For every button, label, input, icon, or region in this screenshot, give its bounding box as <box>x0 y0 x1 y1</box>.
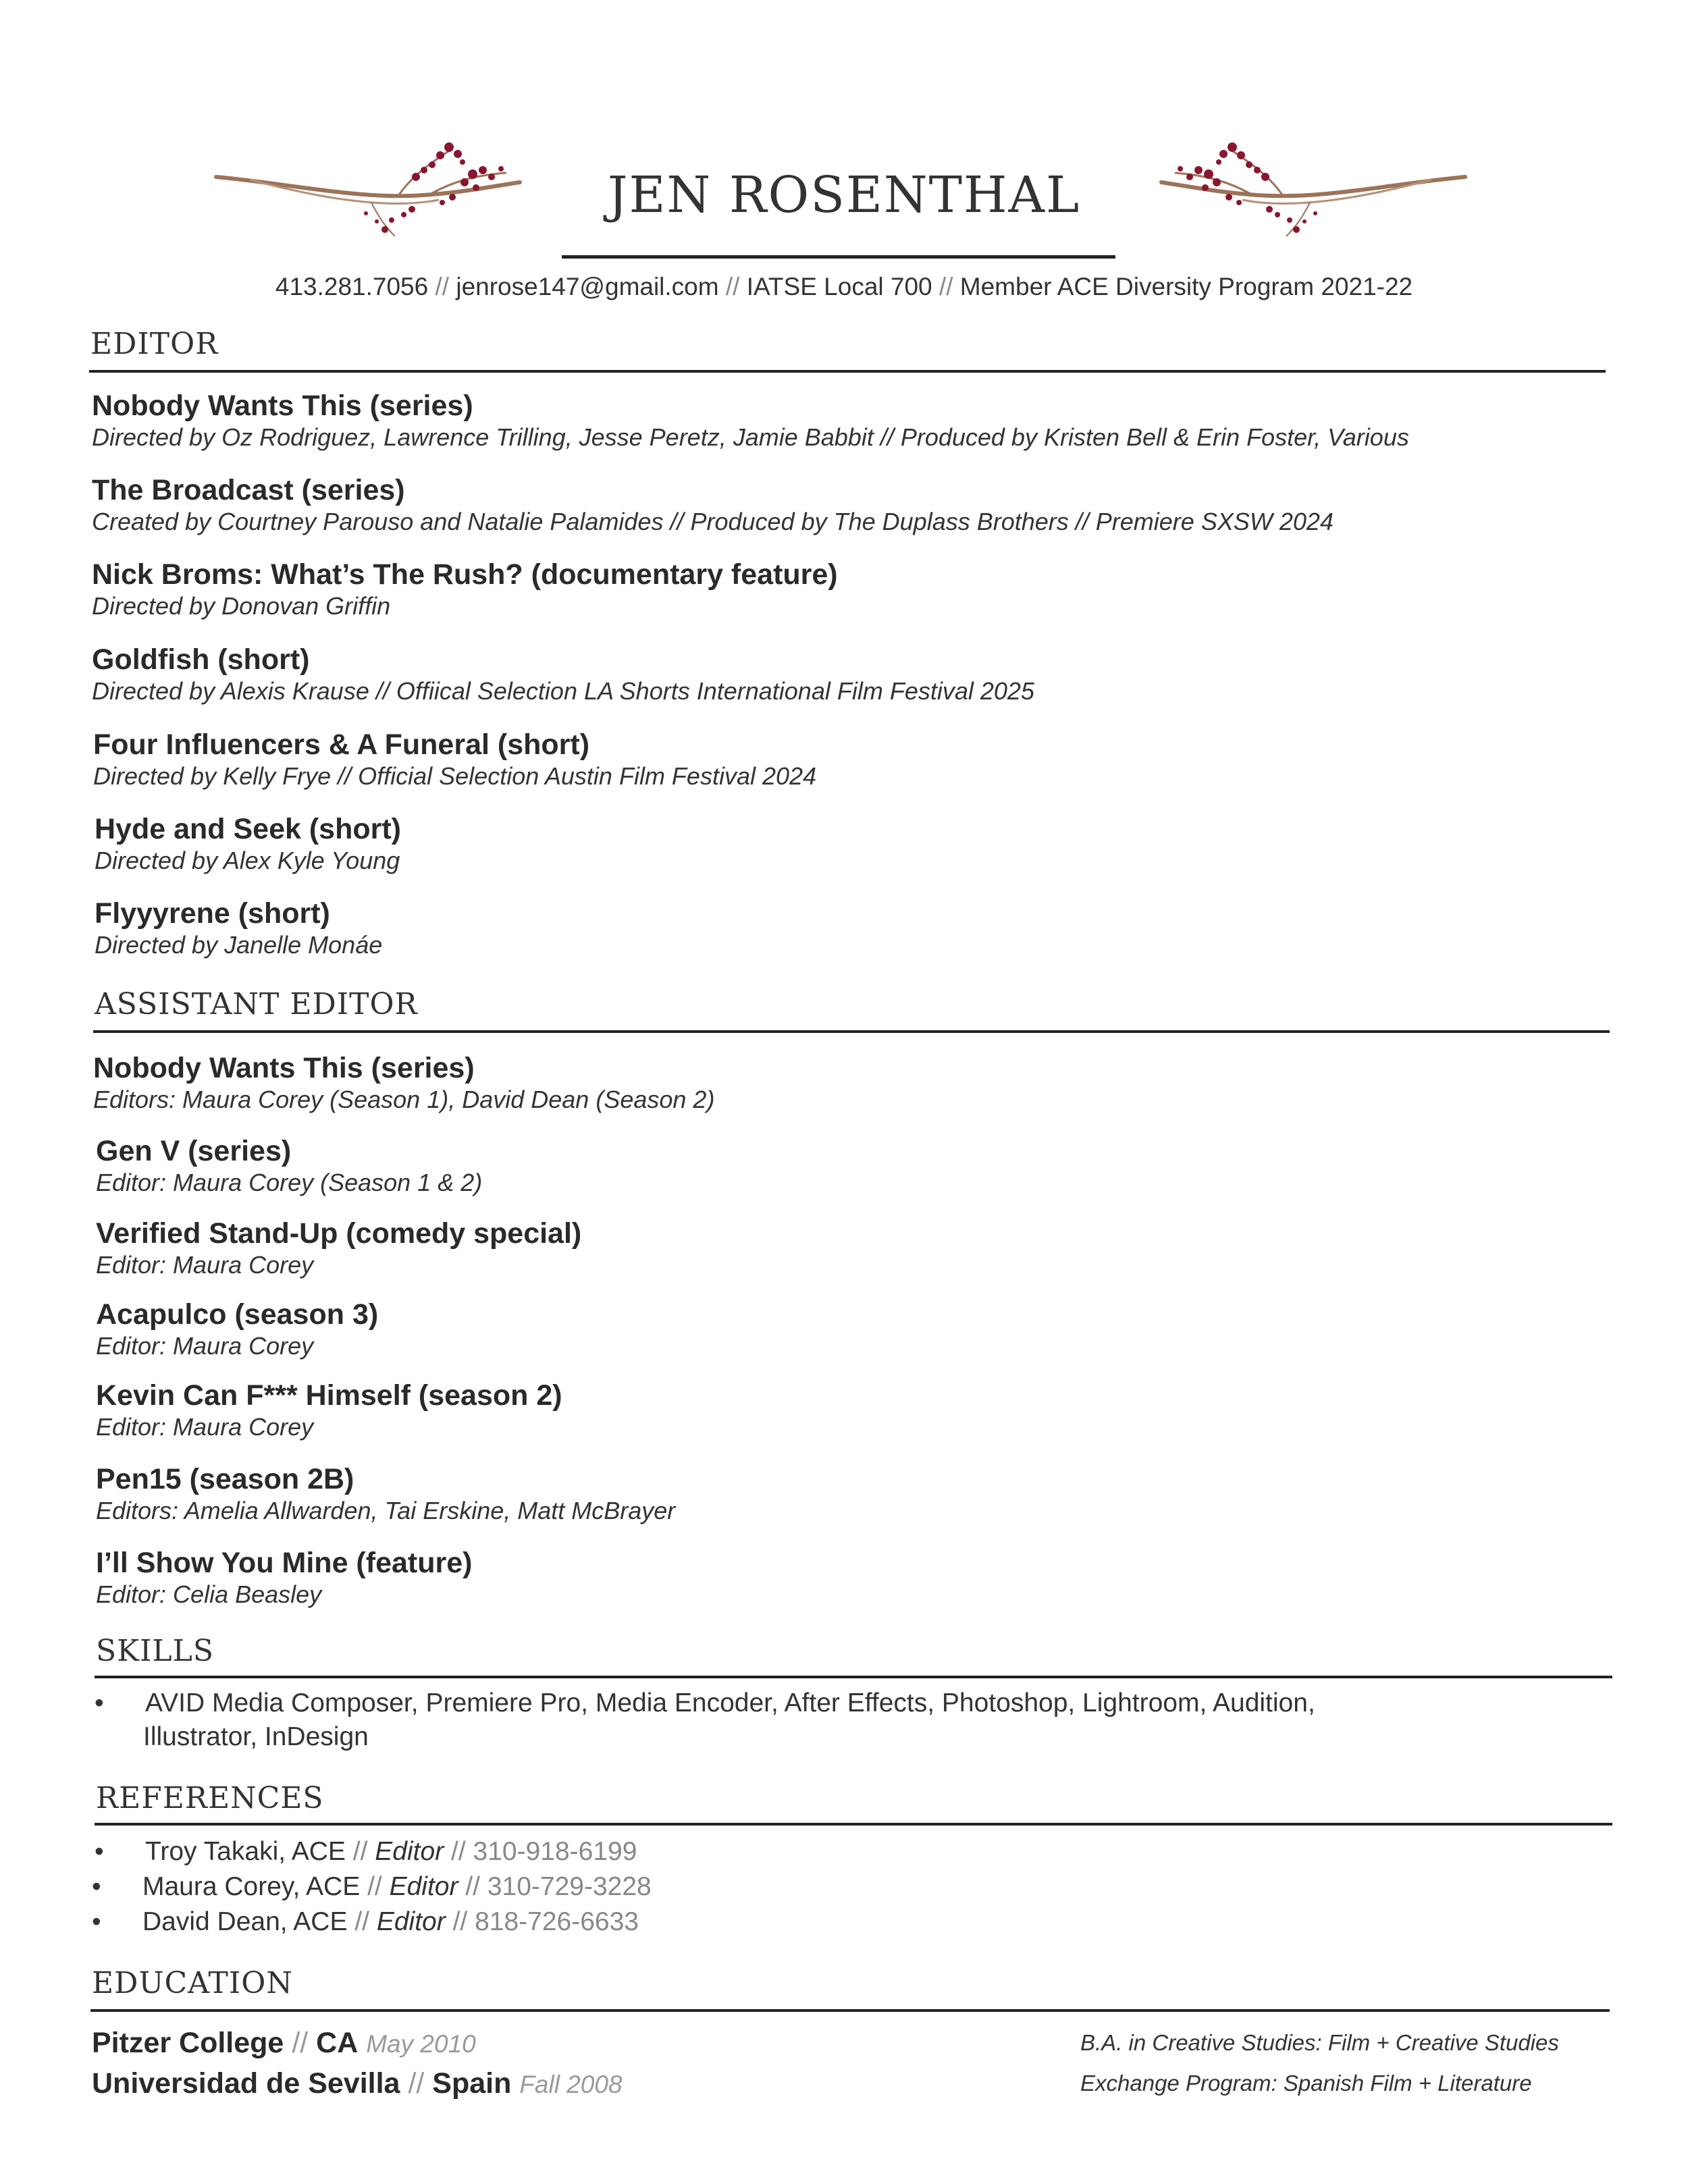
entry-title: Goldfish (short) <box>92 643 310 676</box>
skills-list <box>95 1686 1607 1754</box>
section-title-editor: EDITOR <box>90 327 219 361</box>
skills-line-1: AVID Media Composer, Premiere Pro, Media Encoder, After Effects, Photoshop, Lightroom, Audition, <box>145 1688 1315 1717</box>
entry-credits: Editor: Maura Corey <box>96 1413 314 1441</box>
entry-credits: Directed by Kelly Frye // Official Selection Austin Film Festival 2024 <box>93 762 817 790</box>
separator: // <box>725 273 740 300</box>
reference-phone: 818-726-6633 <box>475 1907 639 1936</box>
entry-title: I’ll Show You Mine (feature) <box>96 1547 473 1579</box>
entry-credits: Editors: Amelia Allwarden, Tai Erskine, Matt McBrayer <box>96 1497 676 1524</box>
reference-phone: 310-729-3228 <box>487 1872 652 1901</box>
entry-title: Gen V (series) <box>96 1135 292 1167</box>
entry-credits: Directed by Alexis Krause // Offiical Selection LA Shorts International Film Festival 2025 <box>92 677 1034 705</box>
separator: // <box>435 273 450 300</box>
section-title-references: REFERENCES <box>96 1781 324 1815</box>
resume-name: JEN ROSENTHAL <box>607 166 1081 224</box>
reference-name: Maura Corey, ACE <box>142 1872 361 1901</box>
contact-program: Member ACE Diversity Program 2021-22 <box>959 273 1413 300</box>
education-location: CA <box>316 2027 359 2059</box>
editor-entry <box>92 643 1034 706</box>
entry-title: Verified Stand-Up (comedy special) <box>96 1217 582 1250</box>
editor-entry <box>95 897 382 960</box>
reference-role: Editor <box>389 1872 458 1901</box>
education-item <box>92 2065 623 2104</box>
assistant-editor-entry <box>96 1379 562 1442</box>
separator: // <box>451 1837 466 1866</box>
section-rule <box>90 2009 1610 2012</box>
entry-credits: Editor: Celia Beasley <box>96 1580 322 1608</box>
section-rule <box>95 1676 1612 1678</box>
separator: // <box>452 1907 468 1936</box>
section-title-skills: SKILLS <box>96 1634 214 1668</box>
reference-item <box>95 1835 1040 1870</box>
bullet-icon: • <box>95 1688 104 1717</box>
education-location: Spain <box>432 2067 512 2100</box>
education-date: Fall 2008 <box>519 2071 623 2098</box>
separator: // <box>408 2067 425 2100</box>
bullet-icon: • <box>92 1872 101 1901</box>
contact-line <box>0 273 1688 301</box>
contact-email[interactable]: jenrose147@gmail.com <box>456 273 719 300</box>
contact-union: IATSE Local 700 <box>746 273 932 300</box>
reference-name: David Dean, ACE <box>142 1907 348 1936</box>
entry-title: Nobody Wants This (series) <box>93 1052 475 1084</box>
assistant-editor-entry <box>96 1462 675 1526</box>
name-underline <box>562 255 1115 259</box>
separator: // <box>352 1837 368 1866</box>
entry-title: Four Influencers & A Funeral (short) <box>93 728 590 761</box>
reference-text <box>142 1905 639 1939</box>
assistant-editor-entry <box>96 1217 581 1280</box>
bullet-icon: • <box>95 1837 104 1866</box>
education-date: May 2010 <box>366 2030 476 2058</box>
editor-entry <box>92 473 1334 537</box>
entry-credits: Editors: Maura Corey (Season 1), David Dean (Season 2) <box>93 1086 715 1113</box>
reference-item <box>92 1870 1037 1905</box>
editor-entry <box>93 728 816 791</box>
separator: // <box>367 1872 382 1901</box>
reference-phone: 310-918-6199 <box>473 1837 637 1866</box>
entry-title: The Broadcast (series) <box>92 474 405 506</box>
assistant-editor-entry <box>96 1134 482 1198</box>
section-title-education: EDUCATION <box>92 1966 293 2000</box>
entry-title: Flyyyrene (short) <box>95 897 330 930</box>
entry-credits: Directed by Donovan Griffin <box>92 592 391 620</box>
entry-credits: Directed by Alex Kyle Young <box>95 847 400 874</box>
reference-role: Editor <box>375 1837 444 1866</box>
section-rule <box>95 1823 1612 1826</box>
reference-item <box>92 1905 1037 1940</box>
editor-entry <box>92 389 1409 452</box>
separator: // <box>465 1872 480 1901</box>
reference-text <box>142 1870 652 1904</box>
separator: // <box>292 2027 309 2059</box>
editor-entry <box>92 558 838 621</box>
entry-credits: Directed by Janelle Monáe <box>95 931 383 959</box>
reference-name: Troy Takaki, ACE <box>145 1837 346 1866</box>
entry-title: Acapulco (season 3) <box>96 1298 379 1331</box>
entry-title: Hyde and Seek (short) <box>95 813 401 845</box>
section-title-assistant-editor: ASSISTANT EDITOR <box>95 987 418 1021</box>
bullet-icon: • <box>92 1907 101 1936</box>
entry-title: Nick Broms: What’s The Rush? (documentary feature) <box>92 558 838 591</box>
education-item <box>92 2024 476 2063</box>
entry-credits: Editor: Maura Corey (Season 1 & 2) <box>96 1169 483 1196</box>
entry-credits: Directed by Oz Rodriguez, Lawrence Trilling, Jesse Peretz, Jamie Babbit // Produced by Kristen Bell & Erin Foster, Various <box>92 423 1409 451</box>
editor-entry <box>95 812 401 876</box>
entry-credits: Editor: Maura Corey <box>96 1251 314 1279</box>
entry-credits: Editor: Maura Corey <box>96 1332 314 1360</box>
contact-phone: 413.281.7056 <box>275 273 429 300</box>
skills-line-2: Illustrator, InDesign <box>143 1722 369 1751</box>
reference-role: Editor <box>376 1907 446 1936</box>
entry-title: Pen15 (season 2B) <box>96 1463 354 1495</box>
separator: // <box>354 1907 370 1936</box>
entry-title: Kevin Can F*** Himself (season 2) <box>96 1379 562 1412</box>
education-school: Pitzer College <box>92 2027 284 2059</box>
section-rule <box>93 1030 1610 1033</box>
education-degree: B.A. in Creative Studies: Film + Creative Studies <box>1080 2030 1559 2055</box>
assistant-editor-entry <box>93 1051 714 1115</box>
education-degree: Exchange Program: Spanish Film + Literature <box>1080 2071 1532 2096</box>
reference-text <box>145 1835 637 1869</box>
assistant-editor-entry <box>96 1546 472 1609</box>
education-school: Universidad de Sevilla <box>92 2067 400 2100</box>
entry-credits: Created by Courtney Parouso and Natalie Palamides // Produced by The Duplass Brothers // Premiere SXSW 2024 <box>92 508 1334 535</box>
assistant-editor-entry <box>96 1298 378 1361</box>
entry-title: Nobody Wants This (series) <box>92 390 473 422</box>
section-rule <box>89 370 1606 373</box>
separator: // <box>939 273 953 300</box>
